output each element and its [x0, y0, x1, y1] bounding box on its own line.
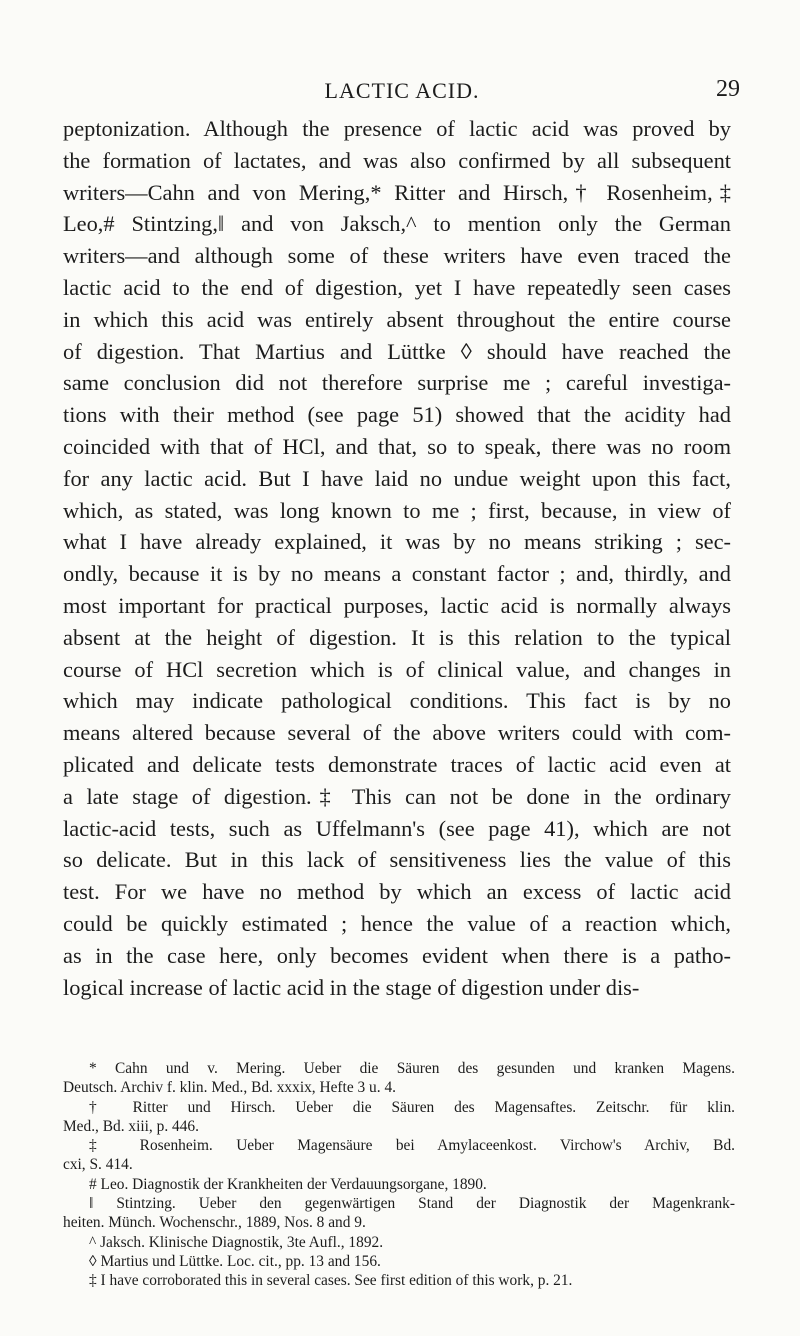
footnote-line: * Cahn und v. Mering. Ueber die Säuren des gesunden und kranken Magens. [89, 1060, 735, 1077]
footnote-line: ‖ Stintzing. Ueber den gegenwärtigen Stand der Diagnostik der Magenkrank- [89, 1195, 735, 1213]
body-line: peptonization. Although the presence of lactic acid was proved by [63, 116, 731, 141]
footnote-line: Med., Bd. xiii, p. 446. [63, 1117, 199, 1135]
body-line: could be quickly estimated ; hence the value of a reaction which, [63, 910, 731, 936]
footnote-line: ^ Jaksch. Klinische Diagnostik, 3te Aufl., 1892. [89, 1233, 384, 1251]
footnote-line: ◊ Martius und Lüttke. Loc. cit., pp. 13 and 156. [89, 1252, 381, 1270]
footnote-line: # Leo. Diagnostik der Krankheiten der Verdauungsorgane, 1890. [89, 1175, 487, 1193]
body-line: so delicate. But in this lack of sensitiveness lies the value of this [63, 847, 731, 873]
body-line: absent at the height of digestion. It is this relation to the typical [63, 624, 731, 650]
body-line: same conclusion did not therefore surprise me ; careful investiga- [63, 370, 731, 396]
body-line: logical increase of lactic acid in the stage of digestion under dis- [63, 974, 640, 1000]
body-line: writers—and although some of these writers have even traced the [63, 243, 731, 269]
body-line: for any lactic acid. But I have laid no undue weight upon this fact, [63, 465, 731, 491]
footnote-line: ‡ I have corroborated this in several cases. See first edition of this work, p. 21. [89, 1272, 573, 1290]
body-line: in which this acid was entirely absent throughout the entire course [63, 306, 731, 332]
body-line: which, as stated, was long known to me ; first, because, in view of [63, 497, 731, 523]
body-line: tions with their method (see page 51) showed that the acidity had [63, 402, 731, 428]
running-header [64, 74, 740, 114]
body-line: lactic acid to the end of digestion, yet I have repeatedly seen cases [63, 274, 731, 300]
body-line: the formation of lactates, and was also confirmed by all subsequent [63, 147, 731, 173]
footnote-line: heiten. Münch. Wochenschr., 1889, Nos. 8 and 9. [63, 1214, 366, 1232]
footnotes [63, 1059, 735, 1291]
body-line: which may indicate pathological conditions. This fact is by no [63, 688, 731, 714]
body-line: coincided with that of HCl, and that, so to speak, there was no room [63, 433, 731, 459]
body-line: writers—Cahn and von Mering,* Ritter and Hirsch,† Rosenheim,‡ [63, 179, 731, 205]
page-number: 29 [716, 76, 740, 102]
body-line: as in the case here, only becomes evident when there is a patho- [63, 942, 731, 968]
body-line: means altered because several of the above writers could with com- [63, 720, 731, 746]
chapter-title: LACTIC ACID. [324, 78, 480, 103]
body-line: test. For we have no method by which an excess of lactic acid [63, 879, 731, 905]
body-text [63, 113, 731, 1003]
footnote-line: ‡ Rosenheim. Ueber Magensäure bei Amylaceenkost. Virchow's Archiv, Bd. [89, 1137, 735, 1155]
body-line: most important for practical purposes, lactic acid is normally always [63, 592, 731, 618]
body-line: lactic-acid tests, such as Uffelmann's (see page 41), which are not [63, 815, 731, 841]
body-line: a late stage of digestion.‡ This can not be done in the ordinary [63, 783, 731, 809]
footnote-line: † Ritter und Hirsch. Ueber die Säuren des Magensaftes. Zeitschr. für klin. [89, 1098, 735, 1116]
body-line: Leo,# Stintzing,‖ and von Jaksch,^ to mention only the German [63, 211, 731, 237]
footnote-line: Deutsch. Archiv f. klin. Med., Bd. xxxix, Hefte 3 u. 4. [63, 1079, 396, 1097]
footnote-line: cxi, S. 414. [63, 1156, 133, 1174]
body-line: course of HCl secretion which is of clinical value, and changes in [63, 656, 731, 682]
body-line: of digestion. That Martius and Lüttke ◊ should have reached the [63, 338, 731, 364]
body-line: plicated and delicate tests demonstrate traces of lactic acid even at [63, 751, 731, 777]
body-line: what I have already explained, it was by no means striking ; sec- [63, 529, 731, 555]
body-line: ondly, because it is by no means a constant factor ; and, thirdly, and [63, 561, 731, 587]
